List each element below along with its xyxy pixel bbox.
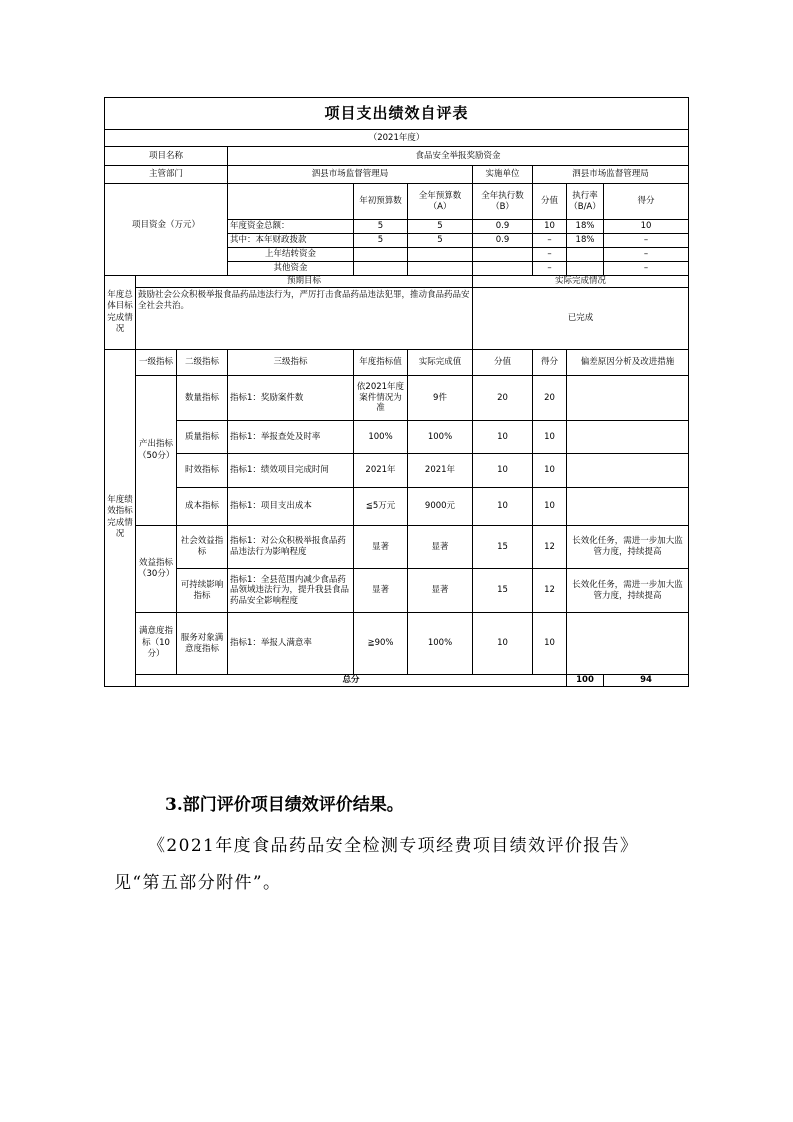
- funds-row-name: 其中：本年财政拨款: [228, 234, 354, 248]
- funds-label: 项目资金（万元）: [105, 184, 228, 276]
- ind-l3: 指标1：举报人满意率: [228, 613, 354, 675]
- ind-actual: 显著: [408, 569, 473, 613]
- indicator-row: [105, 488, 689, 526]
- ind-got: 10: [533, 613, 567, 675]
- funds-row-got: –: [604, 262, 689, 276]
- funds-row-initial: [354, 248, 408, 262]
- indicator-row: [105, 613, 689, 675]
- body-paragraph: 《2021年度食品药品安全检测专项经费项目绩效评价报告》见“第五部分附件”。: [114, 836, 639, 893]
- ind-target: 显著: [354, 526, 408, 569]
- funds-row-name: 上年结转资金: [228, 248, 354, 262]
- ind-target: ≦5万元: [354, 488, 408, 526]
- ind-header-score: 分值: [473, 350, 533, 376]
- dept-label: 主管部门: [105, 166, 228, 184]
- funds-row-score: 10: [533, 220, 567, 234]
- ind-l3: 指标1：绩效项目完成时间: [228, 454, 354, 488]
- indicator-row: [105, 526, 689, 569]
- funds-row-rate: [567, 262, 604, 276]
- ind-actual: 9000元: [408, 488, 473, 526]
- ind-actual: 2021年: [408, 454, 473, 488]
- ind-header-actual: 实际完成值: [408, 350, 473, 376]
- project-name-label: 项目名称: [105, 147, 228, 166]
- ind-score: 20: [473, 376, 533, 421]
- ind-reason: [567, 421, 689, 454]
- ind-l2: 数量指标: [177, 376, 228, 421]
- funds-row-exec: 0.9: [473, 234, 533, 248]
- goal-label: 年度总体目标完成情况: [105, 276, 136, 350]
- ind-score: 10: [473, 454, 533, 488]
- ind-got: 20: [533, 376, 567, 421]
- funds-row-initial: 5: [354, 234, 408, 248]
- dept-value: 泗县市场监督管理局: [228, 166, 473, 184]
- ind-reason: [567, 454, 689, 488]
- funds-row-got: –: [604, 234, 689, 248]
- group-output: 产出指标（50分）: [136, 376, 177, 526]
- goal-actual: 已完成: [473, 288, 689, 350]
- ind-header-l3: 三级指标: [228, 350, 354, 376]
- funds-row-name: 其他资金: [228, 262, 354, 276]
- ind-target: ≧90%: [354, 613, 408, 675]
- indicator-row: [105, 421, 689, 454]
- funds-row-full: [408, 262, 473, 276]
- ind-target: 100%: [354, 421, 408, 454]
- funds-row-full: 5: [408, 234, 473, 248]
- funds-row-rate: 18%: [567, 234, 604, 248]
- funds-row-score: –: [533, 234, 567, 248]
- ind-l3: 指标1：项目支出成本: [228, 488, 354, 526]
- goal-expected-label: 预期目标: [136, 276, 473, 288]
- funds-row-exec: [473, 248, 533, 262]
- funds-header-score: 分值: [533, 184, 567, 220]
- indicators-label: 年度绩效指标完成情况: [105, 350, 136, 687]
- ind-score: 10: [473, 613, 533, 675]
- impl-value: 泗县市场监督管理局: [533, 166, 689, 184]
- ind-reason: 长效化任务，需进一步加大监管力度，持续提高: [567, 569, 689, 613]
- funds-header-rate: 执行率（B/A）: [567, 184, 604, 220]
- ind-actual: 显著: [408, 526, 473, 569]
- indicator-row: [105, 569, 689, 613]
- self-evaluation-table: [104, 97, 688, 687]
- funds-row-rate: [567, 248, 604, 262]
- ind-reason: [567, 376, 689, 421]
- funds-row-rate: 18%: [567, 220, 604, 234]
- funds-row-exec: [473, 262, 533, 276]
- funds-row-exec: 0.9: [473, 220, 533, 234]
- funds-row-score: –: [533, 248, 567, 262]
- table-title: 项目支出绩效自评表: [105, 98, 689, 130]
- ind-actual: 9件: [408, 376, 473, 421]
- ind-header-reason: 偏差原因分析及改进措施: [567, 350, 689, 376]
- funds-header-full: 全年预算数（A）: [408, 184, 473, 220]
- ind-score: 10: [473, 421, 533, 454]
- ind-reason: [567, 488, 689, 526]
- funds-header-got: 得分: [604, 184, 689, 220]
- ind-target: 依2021年度案件情况为准: [354, 376, 408, 421]
- ind-l2: 成本指标: [177, 488, 228, 526]
- ind-l3: 指标1：举报查处及时率: [228, 421, 354, 454]
- project-name-value: 食品安全举报奖励资金: [228, 147, 689, 166]
- funds-row-initial: [354, 262, 408, 276]
- ind-header-l2: 二级指标: [177, 350, 228, 376]
- funds-blank: [228, 184, 354, 220]
- funds-row-name: 年度资金总额：: [228, 220, 354, 234]
- ind-l2: 服务对象满意度指标: [177, 613, 228, 675]
- ind-reason: [567, 613, 689, 675]
- funds-row-full: 5: [408, 220, 473, 234]
- group-satisfaction: 满意度指标（10分）: [136, 613, 177, 675]
- ind-l3: 指标1：全县范围内减少食品药品领域违法行为，提升我县食品药品安全影响程度: [228, 569, 354, 613]
- ind-score: 15: [473, 526, 533, 569]
- total-label: 总分: [136, 675, 567, 687]
- table-year: （2021年度）: [105, 130, 689, 147]
- ind-l2: 质量指标: [177, 421, 228, 454]
- funds-header-exec: 全年执行数（B）: [473, 184, 533, 220]
- ind-got: 12: [533, 526, 567, 569]
- ind-actual: 100%: [408, 421, 473, 454]
- ind-l2: 可持续影响指标: [177, 569, 228, 613]
- ind-target: 显著: [354, 569, 408, 613]
- indicator-row: [105, 376, 689, 421]
- ind-header-l1: 一级指标: [136, 350, 177, 376]
- goal-actual-label: 实际完成情况: [473, 276, 689, 288]
- funds-row-full: [408, 248, 473, 262]
- ind-got: 10: [533, 454, 567, 488]
- impl-label: 实施单位: [473, 166, 533, 184]
- total-score: 100: [567, 675, 604, 687]
- funds-row-got: –: [604, 248, 689, 262]
- ind-l2: 社会效益指标: [177, 526, 228, 569]
- ind-got: 10: [533, 488, 567, 526]
- indicator-row: [105, 454, 689, 488]
- ind-header-got: 得分: [533, 350, 567, 376]
- goal-expected: 鼓励社会公众积极举报食品药品违法行为，严厉打击食品药品违法犯罪，推动食品药品安全社会共治。: [136, 288, 473, 350]
- ind-score: 15: [473, 569, 533, 613]
- funds-header-initial: 年初预算数: [354, 184, 408, 220]
- funds-row-initial: 5: [354, 220, 408, 234]
- ind-score: 10: [473, 488, 533, 526]
- total-got: 94: [604, 675, 689, 687]
- ind-l2: 时效指标: [177, 454, 228, 488]
- funds-row-score: –: [533, 262, 567, 276]
- ind-target: 2021年: [354, 454, 408, 488]
- ind-actual: 100%: [408, 613, 473, 675]
- section-heading: 3.部门评价项目绩效评价结果。: [165, 795, 404, 815]
- ind-got: 10: [533, 421, 567, 454]
- ind-got: 12: [533, 569, 567, 613]
- ind-l3: 指标1：奖励案件数: [228, 376, 354, 421]
- ind-header-target: 年度指标值: [354, 350, 408, 376]
- group-benefit: 效益指标（30分）: [136, 526, 177, 613]
- funds-row-got: 10: [604, 220, 689, 234]
- ind-reason: 长效化任务，需进一步加大监管力度，持续提高: [567, 526, 689, 569]
- ind-l3: 指标1：对公众积极举报食品药品违法行为影响程度: [228, 526, 354, 569]
